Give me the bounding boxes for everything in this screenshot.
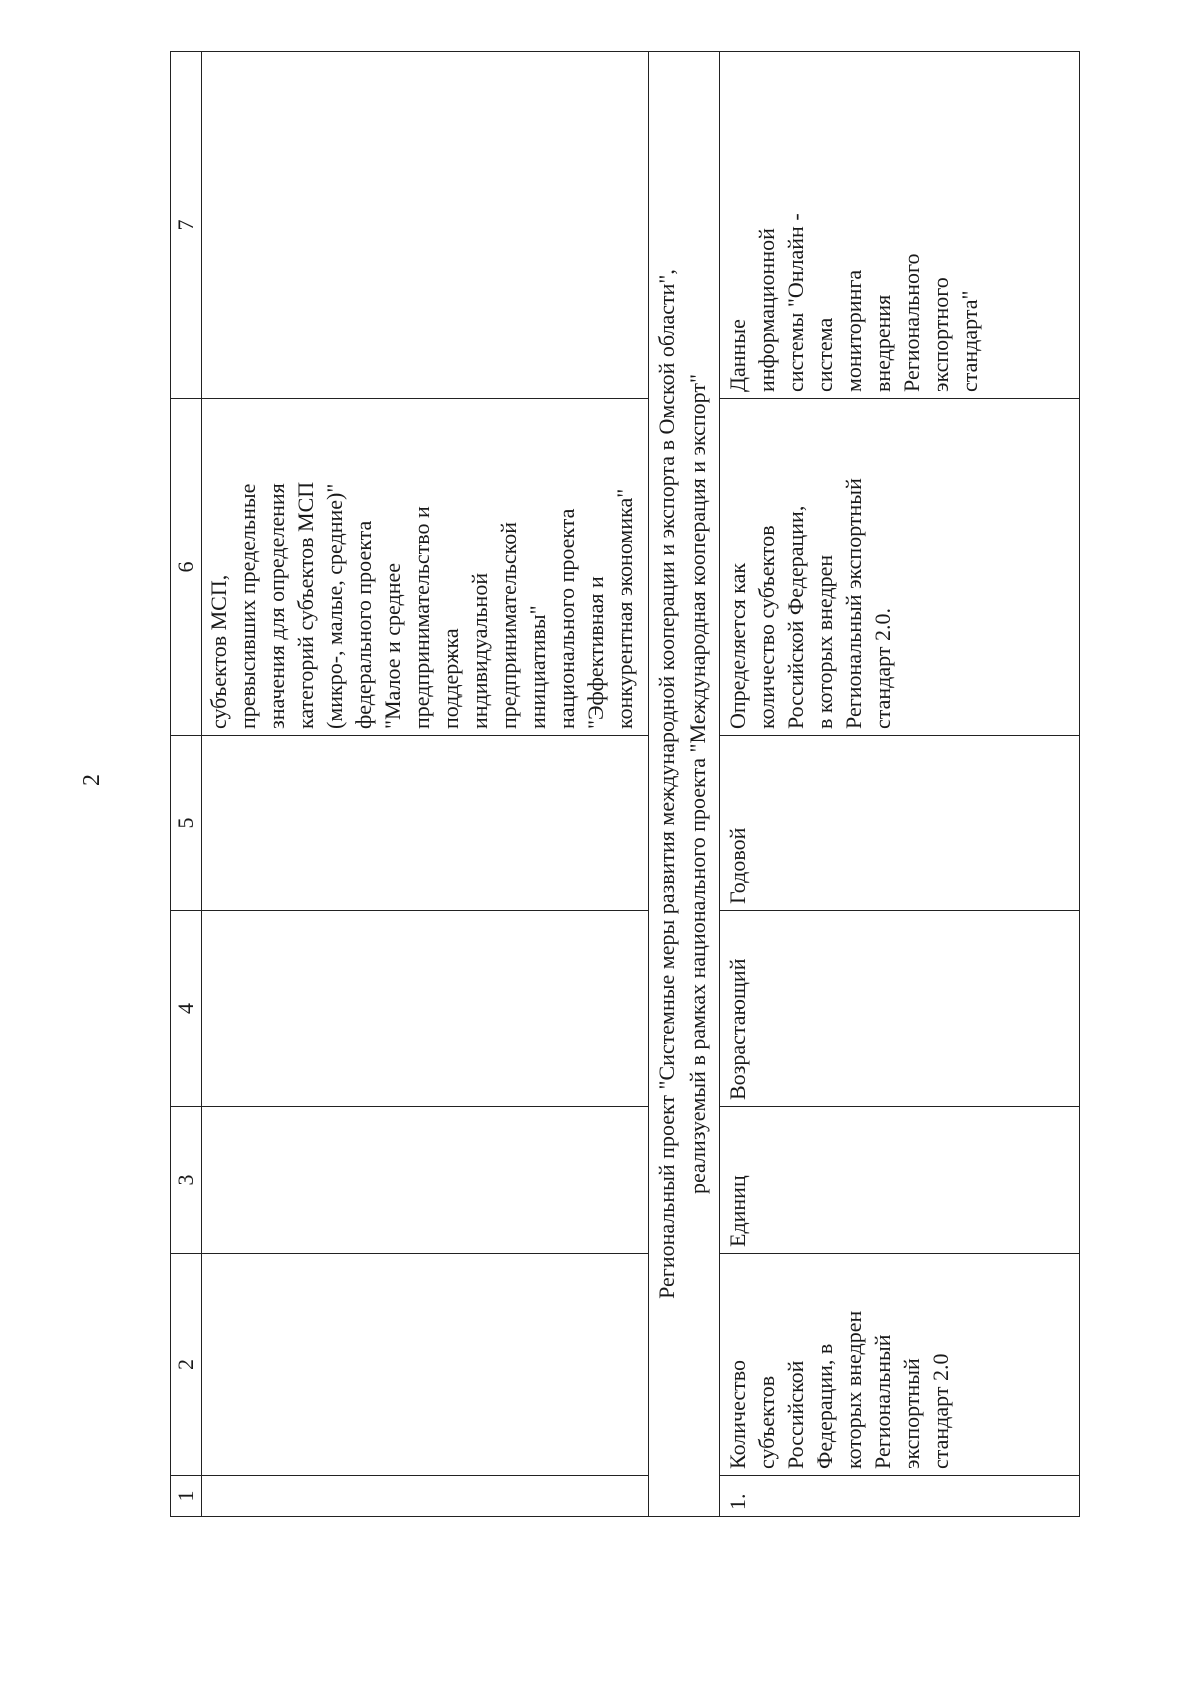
cont-cell-7 — [202, 52, 649, 399]
data-source: Данные информационной системы "Онлайн - система мониторинга внедрения Регионального экспортного стандарта" — [720, 52, 1080, 399]
row-number: 1. — [720, 1476, 1080, 1517]
header-cell-6: 6 — [171, 399, 202, 736]
rotated-table-wrapper — [170, 52, 1080, 1517]
dynamics: Возрастающий — [720, 911, 1080, 1107]
header-cell-2: 2 — [171, 1254, 202, 1476]
cont-cell-3 — [202, 1107, 649, 1254]
header-cell-5: 5 — [171, 736, 202, 911]
unit-of-measure: Единиц — [720, 1107, 1080, 1254]
section-title: Региональный проект "Системные меры развития международной кооперации и экспорта в Омской области", реализуемый в рамках национального проекта "Международная кооперация и экспорт" — [649, 52, 720, 1517]
cont-cell-4 — [202, 911, 649, 1107]
section-title-row — [649, 52, 720, 1517]
header-cell-4: 4 — [171, 911, 202, 1107]
indicator-name: Количество субъектов Российской Федерации, в которых внедрен Региональный экспортный стандарт 2.0 — [720, 1254, 1080, 1476]
header-cell-3: 3 — [171, 1107, 202, 1254]
cont-cell-2 — [202, 1254, 649, 1476]
table-row — [720, 52, 1080, 1517]
calculation-method: Определяется как количество субъектов Российской Федерации, в которых внедрен Региональный экспортный стандарт 2.0. — [720, 399, 1080, 736]
indicators-table — [170, 51, 1080, 1517]
periodicity: Годовой — [720, 736, 1080, 911]
page-number: 2 — [79, 774, 105, 786]
cont-cell-1 — [202, 1476, 649, 1517]
cont-cell-method: субъектов МСП, превысивших предельные значения для определения категорий субъектов МСП (микро-, малые, средние)" федерального проекта "Малое и среднее предпринимательство и поддержка индивидуальной предпринимательской инициативы" национального проекта "Эффективная и конкурентная экономика" — [202, 399, 649, 736]
cont-cell-5 — [202, 736, 649, 911]
continuation-row — [202, 52, 649, 1517]
header-row — [171, 52, 202, 1517]
header-cell-7: 7 — [171, 52, 202, 399]
header-cell-1: 1 — [171, 1476, 202, 1517]
